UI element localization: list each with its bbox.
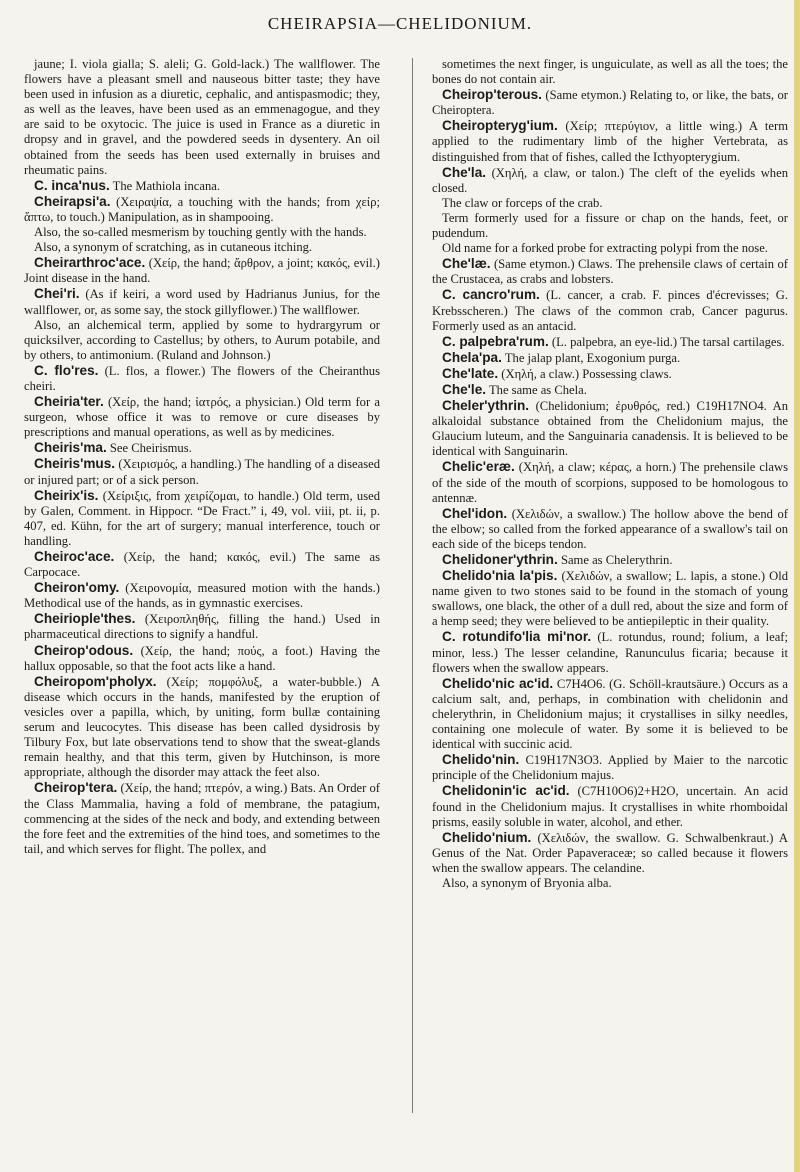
dictionary-entry bbox=[24, 611, 380, 642]
entry-text: C19H17N3O3. Applied by Maier to the narcotic principle of the Chelidonium majus. bbox=[432, 753, 788, 783]
entry-headword: Chelido'nia la'pis. bbox=[442, 568, 558, 584]
dictionary-entry bbox=[24, 194, 380, 225]
entry-text: (L. palpebra, an eye-lid.) The tarsal cartilages. bbox=[551, 334, 785, 349]
entry-text: C7H4O6. (G. Schöll-krautsäure.) Occurs as a calcium salt, and, perhaps, in combination with chelidonin and chelerythrin, in Chelidonium majus; it crystallises in silky needles, containing one molecule of water. By some it is believed to be identical with succinic acid. bbox=[432, 676, 788, 752]
dictionary-entry bbox=[432, 552, 788, 568]
dictionary-entry bbox=[24, 286, 380, 317]
entry-headword: Che'la. bbox=[442, 164, 487, 180]
entry-headword: Chelido'nium. bbox=[442, 829, 532, 845]
entry-text: (Χελιδών, a swallow; L. lapis, a stone.) Old name given to two stones said to be found in the stomach of young swallows, one black, the other of a dull red, about the size and form of a hemp seed; they were believed to be antiepileptic in their quality. bbox=[432, 569, 788, 629]
entry-headword: Cheirop'terous. bbox=[442, 87, 542, 103]
entry-headword: Cheirop'odous. bbox=[34, 642, 134, 658]
entry-headword: Cheler'ythrin. bbox=[442, 398, 530, 414]
dictionary-entry bbox=[24, 674, 380, 781]
dictionary-entry bbox=[24, 549, 380, 580]
entry-text: (Χειραψία, a touching with the hands; from χείρ; ἅπτω, to touch.) Manipulation, as in shampooing. bbox=[24, 194, 380, 224]
dictionary-entry bbox=[24, 394, 380, 440]
entry-headword: Cheirop'tera. bbox=[34, 780, 118, 796]
dictionary-entry bbox=[24, 178, 380, 194]
entry-text: (Χείρ; πτερύγιον, a little wing.) A term applied to the rudimentary limb of the higher Vertebrata, as distinguished from that of fishes, called the Icthyopterygium. bbox=[432, 119, 788, 164]
entry-text: The Mathiola incana. bbox=[112, 178, 221, 193]
entry-text: Also, a synonym of Bryonia alba. bbox=[442, 875, 612, 890]
dictionary-entry bbox=[24, 318, 380, 363]
entry-text: (Χελιδών, a swallow.) The hollow above the bend of the elbow; so called from the forked appearance of a swallow's tail on each side of the biceps tendon. bbox=[432, 506, 788, 551]
entry-text: Also, a synonym of scratching, as in cutaneous itching. bbox=[34, 240, 313, 255]
entry-headword: Cheiris'mus. bbox=[34, 456, 116, 472]
entry-text: (Χείριξις, from χειρίζομαι, to handle.) Old term, used by Galen, Comment. in Hippocr. “De Fract.” i, 49, vol. viii, pt. ii, p. 407, ed. Kühn, for the art of surgery; manual interference, touch or handling. bbox=[24, 488, 381, 548]
dictionary-entry bbox=[24, 255, 380, 286]
dictionary-entry bbox=[432, 87, 788, 118]
left-column bbox=[24, 57, 380, 857]
entry-text: The jalap plant, Exogonium purga. bbox=[504, 350, 681, 365]
entry-headword: Chelidonin'ic ac'id. bbox=[442, 783, 570, 799]
entry-headword: Cheirapsi'a. bbox=[34, 193, 111, 209]
entry-text: Also, an alchemical term, applied by some to hydrargyrum or quicksilver, according to Castellus; by others, to Aurum potabile, and by others, to antimonium. (Ruland and Johnson.) bbox=[24, 317, 380, 362]
dictionary-entry bbox=[432, 568, 788, 629]
entry-headword: Cheiria'ter. bbox=[34, 394, 104, 410]
entry-headword: Cheirix'is. bbox=[34, 487, 99, 503]
entry-headword: Cheiris'ma. bbox=[34, 440, 107, 456]
entry-text: Term formerly used for a fissure or chap on the hands, feet, or pudendum. bbox=[432, 210, 788, 241]
entry-text: Old name for a forked probe for extracting polypi from the nose. bbox=[442, 241, 768, 256]
dictionary-entry bbox=[24, 580, 380, 611]
dictionary-entry bbox=[432, 506, 788, 552]
page-edge-strip bbox=[794, 0, 800, 1172]
dictionary-entry bbox=[432, 165, 788, 196]
entry-headword: C. cancro'rum. bbox=[442, 287, 540, 303]
entry-text: (L. cancer, a crab. F. pinces d'écrevisses; G. Krebsscheren.) The claws of the common crab, Cancer pagurus. Formerly used as an antacid. bbox=[432, 288, 788, 333]
entry-headword: Cheiron'omy. bbox=[34, 580, 120, 596]
entry-text: (Χείρ, the hand; πτερόν, a wing.) Bats. An Order of the Class Mammalia, having a fold of membrane, the patagium, commencing at the sides of the neck and body, and extending between the fore feet and the extremities of the hind toes, and sometimes to the tail, and which serves for flight. The pollex, and bbox=[24, 781, 380, 856]
entry-text: (Χηλή, a claw.) Possessing claws. bbox=[501, 366, 672, 381]
entry-text: sometimes the next finger, is unguiculate, as well as all the toes; the bones do not contain air. bbox=[432, 57, 788, 87]
column-divider bbox=[412, 58, 413, 1113]
dictionary-entry bbox=[24, 225, 380, 240]
entry-headword: Chei'ri. bbox=[34, 286, 80, 302]
entry-headword: Cheiroc'ace. bbox=[34, 549, 115, 564]
entry-headword: Chela'pa. bbox=[442, 349, 502, 365]
entry-headword: C. flo'res. bbox=[34, 362, 99, 378]
entry-text: jaune; I. viola gialla; S. aleli; G. Gold-lack.) The wallflower. The flowers have a pleasant smell and nauseous bitter taste; they have been used in infusion as a diuretic, cephalic, and antispasmodic; they, as well as the leaves, have been used as an emmenagogue, and they are said to be oxytocic. The juice is used in France as a diuretic in dropsy and in gravel, and the powdered seeds in dysentery. An oil obtained from the seeds has been used externally in bruises and rheumatic pains. bbox=[24, 57, 380, 177]
entry-headword: Chelido'nic ac'id. bbox=[442, 675, 554, 691]
page-header: CHEIRAPSIA—CHELIDONIUM. bbox=[267, 14, 533, 33]
dictionary-entry bbox=[432, 876, 788, 891]
entry-text: (Χειροπληθής, filling the hand.) Used in pharmaceutical directions to signify a handful. bbox=[24, 612, 381, 642]
entry-headword: Chel'idon. bbox=[442, 505, 508, 521]
entry-headword: Cheirarthroc'ace. bbox=[34, 255, 146, 271]
entry-text: (Χείρ, the hand; κακός, evil.) The same as Carpocace. bbox=[24, 550, 380, 580]
dictionary-entry bbox=[24, 440, 380, 456]
entry-text: (Χηλή, a claw; κέρας, a horn.) The prehensile claws of the side of the mouth of scorpions, supposed to be homologous to antennæ. bbox=[432, 460, 788, 505]
entry-text: (Χειρισμός, a handling.) The handling of a diseased or injured part; or of a sick person. bbox=[24, 457, 380, 487]
dictionary-entry bbox=[24, 780, 380, 856]
entry-headword: Chelidoner'ythrin. bbox=[442, 552, 558, 567]
entry-text: (Χειρονομία, measured motion with the hands.) Methodical use of the hands, as in gymnastic exercises. bbox=[24, 581, 380, 611]
entry-headword: Chelic'eræ. bbox=[442, 459, 515, 475]
dictionary-entry bbox=[432, 629, 788, 675]
dictionary-entry bbox=[432, 752, 788, 783]
entry-text: Same as Chelerythrin. bbox=[560, 553, 673, 567]
entry-text: Also, the so-called mesmerism by touching gently with the hands. bbox=[34, 225, 367, 240]
entry-headword: Che'le. bbox=[442, 381, 487, 397]
dictionary-entry bbox=[432, 118, 788, 164]
dictionary-entry bbox=[432, 256, 788, 287]
entry-text: (As if keiri, a word used by Hadrianus Junius, for the wallflower, or, as some say, the stock gillyflower.) The wallflower. bbox=[24, 287, 380, 317]
dictionary-entry bbox=[24, 240, 380, 255]
dictionary-entry bbox=[24, 643, 380, 674]
entry-text: See Cheirismus. bbox=[109, 441, 192, 456]
entry-headword: Che'late. bbox=[442, 365, 499, 381]
dictionary-entry bbox=[432, 287, 788, 333]
entry-text: The claw or forceps of the crab. bbox=[442, 195, 603, 210]
entry-text: (Χείρ; πομφόλυξ, a water-bubble.) A disease which occurs in the hands, manifested by the eruption of vesicles over a papilla, which, by uniting, form bullæ containing serum and leucocytes. This disease has been called dysidrosis by Tilbury Fox, but late observations tend to show that the sweat-glands remain healthy, and that this term, given by Hutchinson, is more appropriate, although the disorder may attack the feet also. bbox=[24, 674, 380, 780]
right-column bbox=[432, 57, 788, 891]
entry-text: The same as Chela. bbox=[488, 382, 587, 397]
entry-text: (Χελιδών, the swallow. G. Schwalbenkraut.) A Genus of the Nat. Order Papaveraceæ; so called because it flowers when the swallow appears. The celandine. bbox=[432, 830, 788, 875]
entry-text: (Χείρ, the hand; ἄρθρον, a joint; κακός, evil.) Joint disease in the hand. bbox=[24, 256, 380, 286]
dictionary-entry bbox=[432, 350, 788, 366]
entry-text: (L. flos, a flower.) The flowers of the Cheiranthus cheiri. bbox=[24, 363, 380, 393]
entry-text: (C7H10O6)2+H2O, uncertain. An acid found in the Chelidonium majus. It crystallises in white rhomboidal prisms, easily soluble in water, alcohol, and ether. bbox=[432, 784, 788, 829]
entry-text: (Chelidonium; ἐρυθρός, red.) C19H17NO4. An alkaloidal substance obtained from the Chelidonium majus, the Glaucium luteum, and the Sanguinaria canadensis. It is believed to be identical with Sanguinarin. bbox=[432, 399, 788, 459]
entry-headword: C. rotundifo'lia mi'nor. bbox=[442, 629, 592, 645]
dictionary-entry bbox=[432, 398, 788, 459]
dictionary-entry bbox=[432, 241, 788, 256]
entry-headword: Cheiropom'pholyx. bbox=[34, 673, 157, 689]
entry-headword: C. inca'nus. bbox=[34, 177, 110, 193]
dictionary-entry bbox=[432, 459, 788, 505]
dictionary-entry bbox=[432, 676, 788, 752]
entry-text: (Same etymon.) Claws. The prehensile claws of certain of the Crustacea, as crabs and lobsters. bbox=[432, 257, 788, 287]
dictionary-entry bbox=[24, 57, 380, 178]
entry-text: (L. rotundus, round; folium, a leaf; minor, less.) The lesser celandine, Ranunculus ficaria; because it flowers when the swallow appears. bbox=[432, 630, 789, 675]
dictionary-entry bbox=[24, 456, 380, 487]
entry-headword: Che'læ. bbox=[442, 256, 491, 272]
dictionary-entry bbox=[432, 382, 788, 398]
entry-text: (Χείρ, the hand; πούς, a foot.) Having the hallux opposable, so that the foot acts like a hand. bbox=[24, 643, 380, 673]
dictionary-entry bbox=[432, 57, 788, 87]
dictionary-entry bbox=[24, 488, 380, 549]
dictionary-entry bbox=[432, 211, 788, 241]
dictionary-entry bbox=[432, 366, 788, 382]
dictionary-entry bbox=[24, 363, 380, 394]
entry-text: (Same etymon.) Relating to, or like, the bats, or Cheiroptera. bbox=[432, 88, 788, 118]
entry-headword: Chelido'nin. bbox=[442, 752, 520, 768]
entry-headword: Cheiropteryg'ium. bbox=[442, 118, 558, 134]
dictionary-entry bbox=[432, 783, 788, 829]
entry-headword: C. palpebra'rum. bbox=[442, 333, 549, 349]
dictionary-entry bbox=[432, 334, 788, 350]
entry-text: (Χηλή, a claw, or talon.) The cleft of the eyelids when closed. bbox=[432, 165, 788, 195]
dictionary-entry bbox=[432, 196, 788, 211]
entry-headword: Cheiriople'thes. bbox=[34, 611, 136, 627]
entry-text: (Χείρ, the hand; ἰατρός, a physician.) Old term for a surgeon, whose office it was to remove or cure diseases by prescriptions and manual operations, as well as by medicines. bbox=[24, 395, 380, 440]
dictionary-entry bbox=[432, 830, 788, 876]
